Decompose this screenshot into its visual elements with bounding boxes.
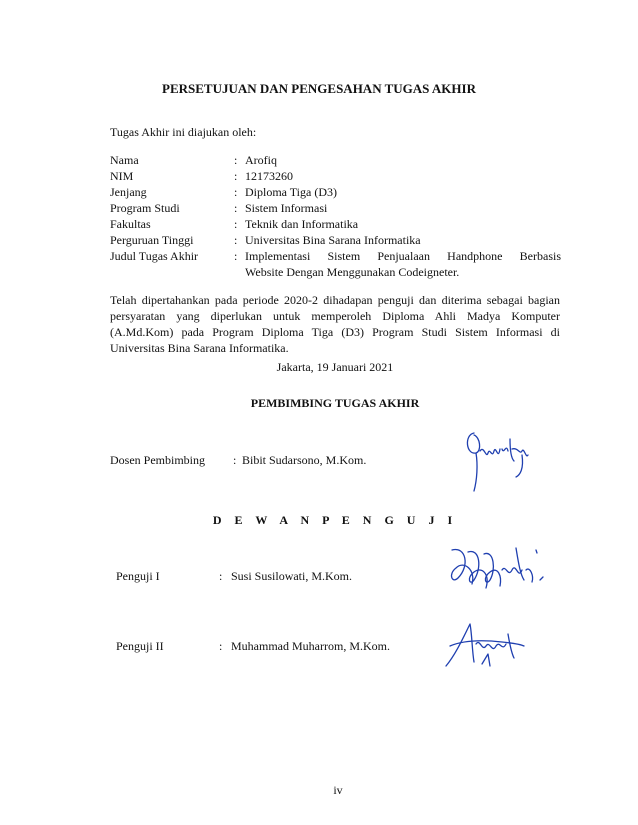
statement-paragraph [110,292,560,356]
paragraph-line: persyaratan yang diperlukan untuk memperoleh Diploma Ahli Madya Komputer [110,309,560,323]
paragraph-line: (A.Md.Kom) pada Program Diploma Tiga (D3) Program Studi Sistem Informasi di [110,325,560,339]
field-value: Diploma Tiga (D3) [245,185,338,199]
supervisor-section-title: PEMBIMBING TUGAS AKHIR [250,396,420,410]
field-label: Jenjang [110,185,147,199]
examiner-name: Muhammad Muharrom, M.Kom. [231,639,390,653]
page-number: iv [333,783,343,797]
field-colon: : [234,169,238,183]
supervisor-label: Dosen Pembimbing [110,453,205,467]
field-value: Sistem Informasi [245,201,328,215]
field-value: Arofiq [245,153,277,167]
field-row-judul [110,248,560,280]
field-label: Fakultas [110,217,151,231]
field-colon: : [234,233,238,247]
field-label: Nama [110,153,139,167]
field-colon: : [234,217,238,231]
examiner-2-signature-icon [442,620,526,672]
supervisor-colon: : [233,453,237,467]
field-value: Universitas Bina Sarana Informatika [245,233,421,247]
examiner-colon: : [219,569,223,583]
field-colon: : [234,201,238,215]
examiner-label: Penguji II [116,639,164,653]
examiner-colon: : [219,639,223,653]
field-value: 12173260 [245,169,293,183]
page-title: PERSETUJUAN DAN PENGESAHAN TUGAS AKHIR [162,81,476,96]
field-colon: : [234,153,238,167]
field-colon: : [234,249,238,263]
supervisor-signature-icon [462,425,542,495]
paragraph-line: Universitas Bina Sarana Informatika. [110,341,289,355]
field-label: Perguruan Tinggi [110,233,194,247]
field-label: NIM [110,169,134,183]
field-label: Judul Tugas Akhir [110,249,199,263]
intro-text: Tugas Akhir ini diajukan oleh: [110,125,257,139]
examiner-label: Penguji I [116,569,160,583]
field-value: Implementasi Sistem Penjualaan Handphone Berbasis [245,249,561,263]
field-label: Program Studi [110,201,180,215]
examiner-1-signature-icon [446,540,550,596]
field-value-continued: Website Dengan Menggunakan Codeigneter. [245,265,460,279]
paragraph-line: Telah dipertahankan pada periode 2020-2 dihadapan penguji dan diterima sebagai bagian [110,293,560,307]
field-value: Teknik dan Informatika [245,217,359,231]
field-colon: : [234,185,238,199]
examiner-name: Susi Susilowati, M.Kom. [231,569,353,583]
date-place: Jakarta, 19 Januari 2021 [276,360,394,374]
examiner-section-title: D E W A N P E N G U J I [212,513,458,527]
supervisor-name: Bibit Sudarsono, M.Kom. [242,453,367,467]
